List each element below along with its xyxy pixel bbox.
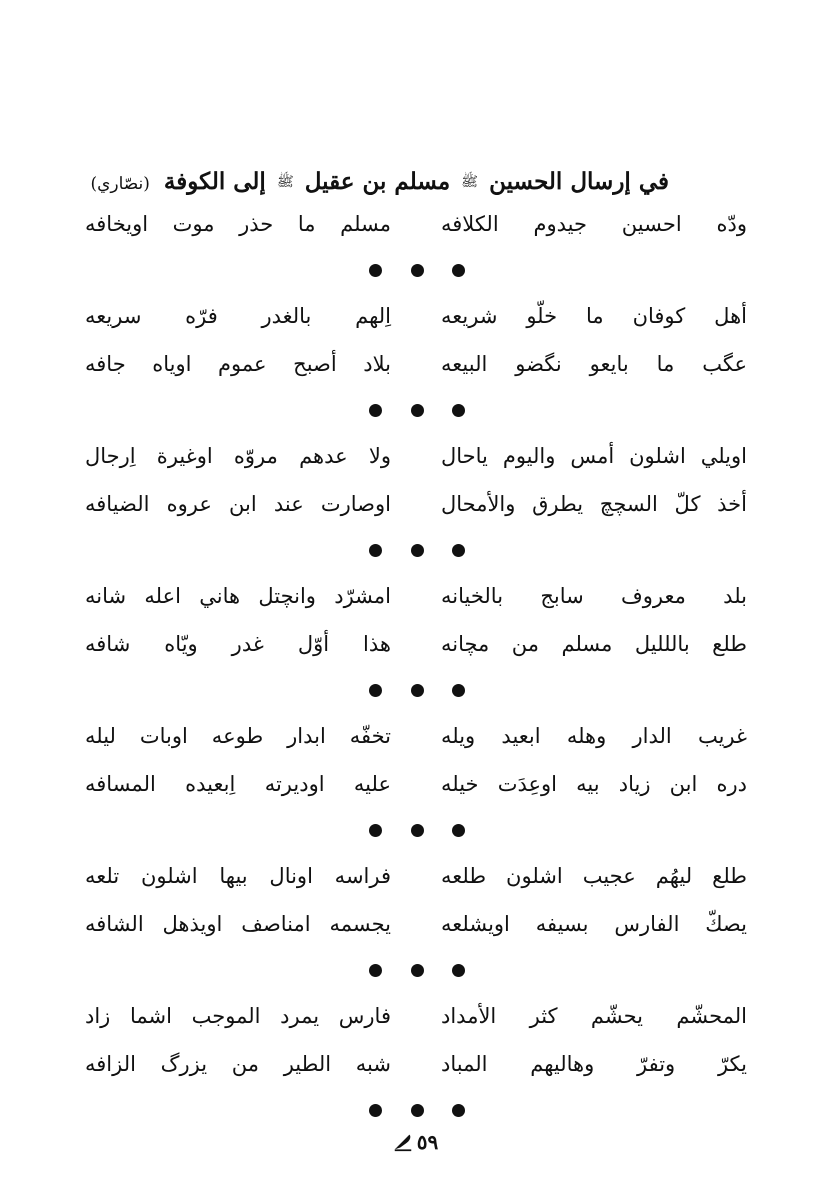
verse-first-hemistich: يكرّ وتفرّ وهاليهم المباد bbox=[441, 1052, 747, 1076]
verse-second-hemistich: عليه اوديرته اِبعيده المسافه bbox=[85, 772, 391, 796]
verse-second-hemistich: شبه الطير من يزرگ الزافه bbox=[85, 1052, 391, 1076]
verse-row bbox=[0, 992, 829, 1040]
separator-dot bbox=[452, 404, 465, 417]
stanza-separator bbox=[0, 248, 829, 292]
verse-second-hemistich: امشرّد وانچتل هاني اعله شانه bbox=[85, 584, 391, 608]
separator-dot bbox=[452, 684, 465, 697]
page-number: ٥٩ bbox=[416, 1130, 439, 1154]
verse-row bbox=[0, 292, 829, 340]
verse-second-hemistich: يجسمه امناصف اويذهل الشافه bbox=[85, 912, 391, 936]
verse-row bbox=[0, 200, 829, 248]
separator-dot bbox=[369, 404, 382, 417]
verse-first-hemistich: عگب ما بايعو نگضو البيعه bbox=[441, 352, 747, 376]
separator-dot bbox=[452, 544, 465, 557]
separator-dot bbox=[411, 964, 424, 977]
verse-first-hemistich: المحشّم يحشّم كثر الأمداد bbox=[441, 1004, 747, 1028]
honorific-symbol-2: ﷺ bbox=[276, 174, 294, 190]
verse-row bbox=[0, 900, 829, 948]
stanza-separator bbox=[0, 808, 829, 852]
verse-first-hemistich: أخذ كلّ السچچ يطرق والأمحال bbox=[441, 492, 747, 516]
verse-second-hemistich: اِلهم بالغدر فرّه سريعه bbox=[85, 304, 391, 328]
verse-first-hemistich: أهل كوفان ما خلّو شريعه bbox=[441, 304, 747, 328]
verse-second-hemistich: هذا أوّل غدر ويّاه شافه bbox=[85, 632, 391, 656]
separator-dot bbox=[369, 264, 382, 277]
separator-dot bbox=[411, 404, 424, 417]
verse-second-hemistich: بلاد أصبح عموم اوياه جافه bbox=[85, 352, 391, 376]
quill-pen-icon bbox=[392, 1131, 414, 1153]
separator-dot bbox=[411, 824, 424, 837]
verse-row bbox=[0, 572, 829, 620]
separator-dot bbox=[452, 964, 465, 977]
verse-list bbox=[0, 200, 829, 1132]
title-text-1: في إرسال الحسين bbox=[489, 168, 669, 195]
stanza-separator bbox=[0, 528, 829, 572]
verse-first-hemistich: بلد معروف سابج بالخيانه bbox=[441, 584, 747, 608]
poem-meter-label: (نصّاري) bbox=[90, 174, 150, 194]
verse-row bbox=[0, 432, 829, 480]
separator-dot bbox=[369, 964, 382, 977]
verse-row bbox=[0, 852, 829, 900]
separator-dot bbox=[369, 544, 382, 557]
verse-first-hemistich: طلع ليهُم عجيب اشلون طلعه bbox=[441, 864, 747, 888]
verse-second-hemistich: فراسه اونال بيها اشلون تلعه bbox=[85, 864, 391, 888]
honorific-symbol-1: ﷺ bbox=[461, 174, 479, 190]
verse-first-hemistich: دره ابن زياد بيه اوعِدَت خيله bbox=[441, 772, 747, 796]
stanza-separator bbox=[0, 668, 829, 712]
verse-second-hemistich: ولا عدهم مروّه اوغيرة اِرجال bbox=[85, 444, 391, 468]
verse-second-hemistich: مسلم ما حذر موت اويخافه bbox=[85, 212, 391, 236]
separator-dot bbox=[452, 824, 465, 837]
separator-dot bbox=[369, 684, 382, 697]
separator-dot bbox=[369, 824, 382, 837]
separator-dot bbox=[411, 684, 424, 697]
verse-first-hemistich: طلع باللليل مسلم من مچانه bbox=[441, 632, 747, 656]
separator-dot bbox=[369, 1104, 382, 1117]
verse-row bbox=[0, 620, 829, 668]
separator-dot bbox=[452, 264, 465, 277]
separator-dot bbox=[411, 264, 424, 277]
separator-dot bbox=[411, 544, 424, 557]
title-text-3: إلى الكوفة bbox=[163, 168, 266, 195]
stanza-separator bbox=[0, 948, 829, 992]
verse-row bbox=[0, 1040, 829, 1088]
verse-first-hemistich: يصكّ الفارس بسيفه اويشلعه bbox=[441, 912, 747, 936]
page-footer bbox=[380, 1126, 450, 1158]
verse-first-hemistich: غريب الدار وهله ابعيد ويله bbox=[441, 724, 747, 748]
verse-row bbox=[0, 340, 829, 388]
separator-dot bbox=[452, 1104, 465, 1117]
verse-second-hemistich: تخفّه ابدار طوعه اوبات ليله bbox=[85, 724, 391, 748]
title-text-2: مسلم بن عقيل bbox=[304, 168, 451, 195]
verse-row bbox=[0, 760, 829, 808]
stanza-separator bbox=[0, 388, 829, 432]
poem-title bbox=[80, 162, 669, 204]
verse-second-hemistich: اوصارت عند ابن عروه الضيافه bbox=[85, 492, 391, 516]
verse-row bbox=[0, 480, 829, 528]
verse-first-hemistich: اويلي اشلون أمس واليوم ياحال bbox=[441, 444, 747, 468]
separator-dot bbox=[411, 1104, 424, 1117]
verse-second-hemistich: فارس يمرد الموجب اشما زاد bbox=[85, 1004, 391, 1028]
verse-first-hemistich: ودّه احسين جيدوم الكلافه bbox=[441, 212, 747, 236]
verse-row bbox=[0, 712, 829, 760]
